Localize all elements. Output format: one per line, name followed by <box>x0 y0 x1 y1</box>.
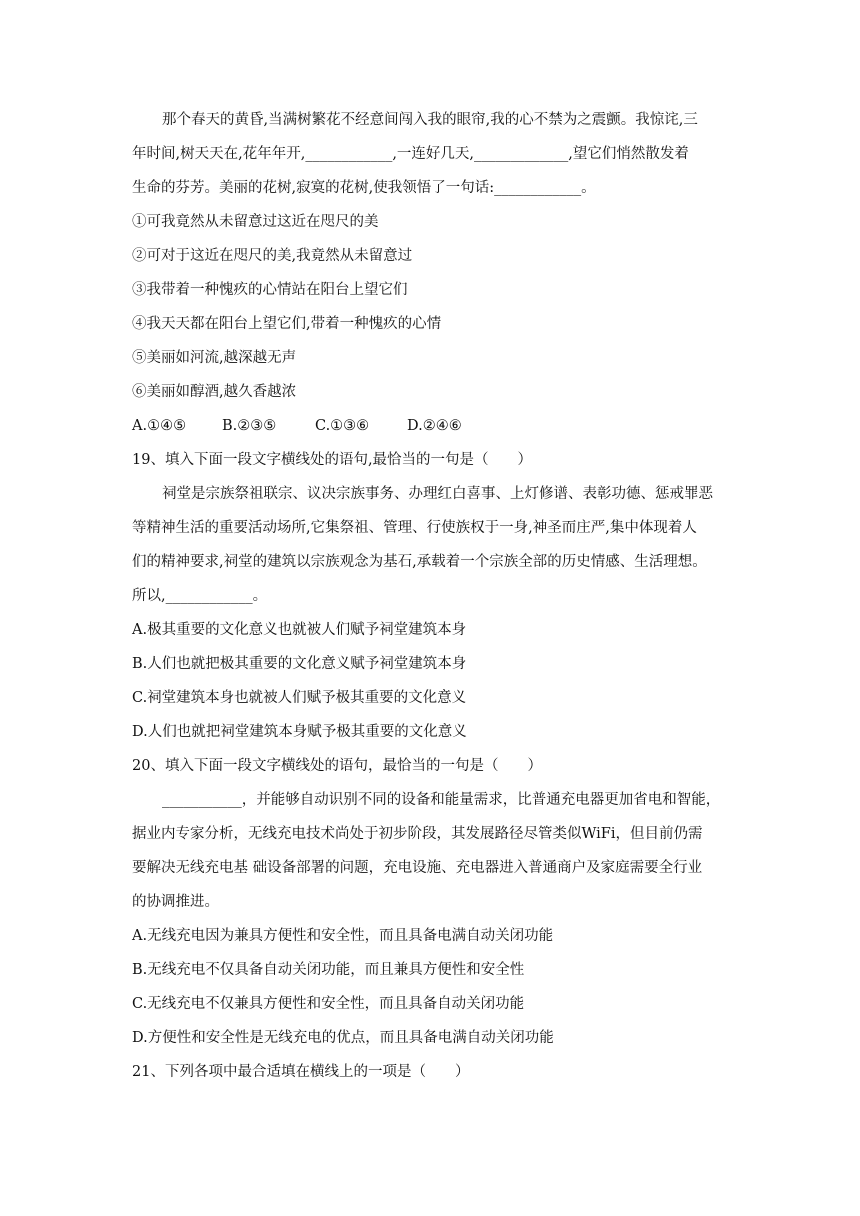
q18-items <box>132 212 740 402</box>
option-c: C.祠堂建筑本身也就被人们赋予极其重要的文化意义 <box>132 690 467 706</box>
option-d: D.方便性和安全性是无线充电的优点，而且具备电满自动关闭功能 <box>132 1030 554 1046</box>
passage-line: 等精神生活的重要活动场所,它集祭祖、管理、行使族权于一身,神圣而庄严,集中体现着人 <box>132 520 697 536</box>
passage-line: 年时间,树天天在,花年年开,____________,一连好几天,_____________,望它们悄然散发着 <box>132 146 689 162</box>
passage-line: 所以,____________。 <box>132 588 268 604</box>
q20-options <box>132 926 740 1048</box>
passage-1 <box>132 110 740 198</box>
option-a: A.①④⑤ <box>132 418 187 434</box>
passage-line: 的协调推进。 <box>132 894 219 910</box>
list-item: ⑤美丽如河流,越深越无声 <box>132 350 297 366</box>
list-item: ②可对于这近在咫尺的美,我竟然从未留意过 <box>132 248 413 264</box>
option-b: B.无线充电不仅具备自动关闭功能，而且兼具方便性和安全性 <box>132 962 525 978</box>
option-c: C.①③⑥ <box>315 418 370 434</box>
q19-stem: 19、填入下面一段文字横线处的语句,最恰当的一句是（ ） <box>132 452 533 468</box>
passage-line: 们的精神要求,祠堂的建筑以宗族观念为基石,承载着一个宗族全部的历史情感、生活理想。 <box>132 554 707 570</box>
passage-line: ___________，并能够自动识别不同的设备和能量需求，比普通充电器更加省电和智能， <box>162 792 721 808</box>
passage-line: 据业内专家分析，无线充电技术尚处于初步阶段，其发展路径尽管类似WiFi，但目前仍需 <box>132 826 703 842</box>
option-d: D.②④⑥ <box>407 418 462 434</box>
option-b: B.人们也就把极其重要的文化意义赋予祠堂建筑本身 <box>132 656 467 672</box>
passage-line: 那个春天的黄昏,当满树繁花不经意间闯入我的眼帘,我的心不禁为之震颤。我惊诧,三 <box>162 112 698 128</box>
list-item: ③我带着一种愧疚的心情站在阳台上望它们 <box>132 282 408 298</box>
q20-passage <box>132 790 740 912</box>
list-item: ①可我竟然从未留意过这近在咫尺的美 <box>132 214 379 230</box>
option-a: A.无线充电因为兼具方便性和安全性，而且具备电满自动关闭功能 <box>132 928 554 944</box>
passage-line: 要解决无线充电基 础设备部署的问题，充电设施、充电器进入普通商户及家庭需要全行业 <box>132 860 703 876</box>
q20-stem: 20、填入下面一段文字横线处的语句，最恰当的一句是（ ） <box>132 758 542 774</box>
q18-options <box>132 416 740 436</box>
option-c: C.无线充电不仅兼具方便性和安全性，而且具备自动关闭功能 <box>132 996 525 1012</box>
option-a: A.极其重要的文化意义也就被人们赋予祠堂建筑本身 <box>132 622 467 638</box>
option-b: B.②③⑤ <box>222 418 277 434</box>
option-d: D.人们也就把祠堂建筑本身赋予极其重要的文化意义 <box>132 724 467 740</box>
list-item: ⑥美丽如醇酒,越久香越浓 <box>132 384 297 400</box>
q19-passage <box>132 484 740 606</box>
passage-line: 生命的芬芳。美丽的花树,寂寞的花树,使我领悟了一句话:____________。 <box>132 180 596 196</box>
passage-line: 祠堂是宗族祭祖联宗、议决宗族事务、办理红白喜事、上灯修谱、表彰功德、惩戒罪恶 <box>162 486 713 502</box>
list-item: ④我天天都在阳台上望它们,带着一种愧疚的心情 <box>132 316 442 332</box>
q21-stem: 21、下列各项中最合适填在横线上的一项是（ ） <box>132 1064 470 1080</box>
q19-options <box>132 620 740 742</box>
